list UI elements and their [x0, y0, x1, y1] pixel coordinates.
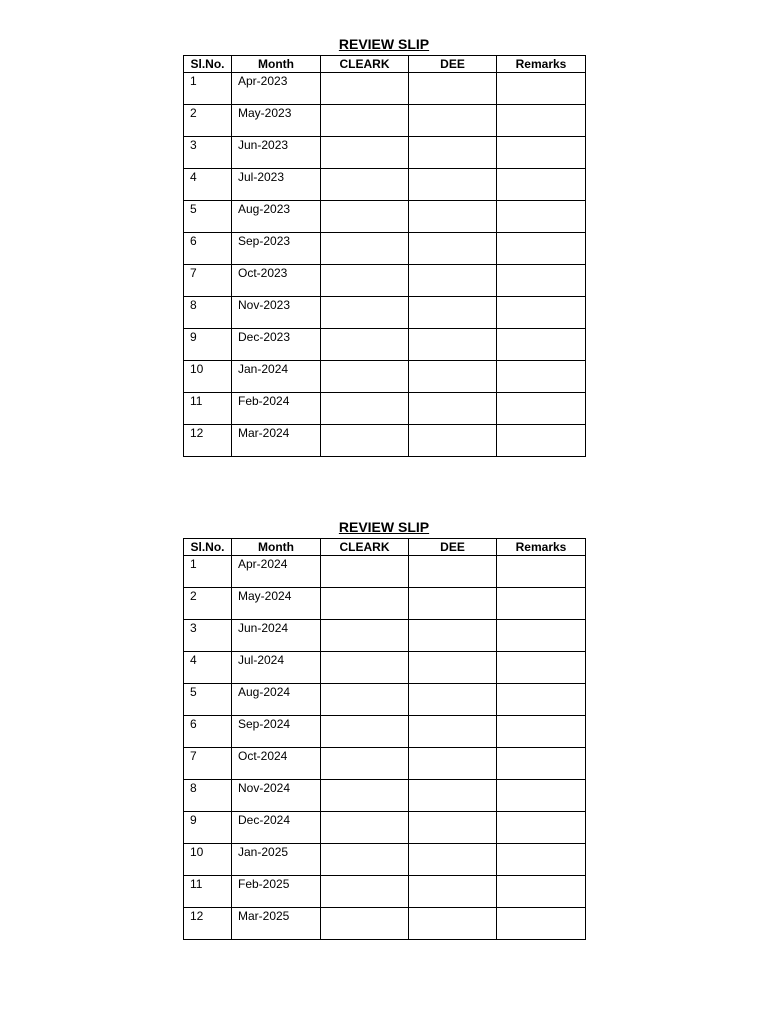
header-dee: DEE [409, 539, 497, 556]
table-row [184, 748, 586, 780]
cell-remarks [497, 748, 586, 780]
cell-clerk [321, 393, 409, 425]
cell-sl-no: 11 [184, 876, 232, 908]
cell-dee [409, 137, 497, 169]
cell-sl-no: 8 [184, 297, 232, 329]
review-slip [183, 517, 585, 940]
table-row [184, 684, 586, 716]
cell-remarks [497, 393, 586, 425]
cell-sl-no: 1 [184, 73, 232, 105]
cell-month: Dec-2023 [232, 329, 321, 361]
review-slip [183, 34, 585, 457]
cell-clerk [321, 716, 409, 748]
header-sl-no: Sl.No. [184, 56, 232, 73]
cell-month: Jul-2024 [232, 652, 321, 684]
cell-month: Jun-2024 [232, 620, 321, 652]
cell-month: Apr-2024 [232, 556, 321, 588]
cell-remarks [497, 876, 586, 908]
cell-month: May-2024 [232, 588, 321, 620]
cell-clerk [321, 201, 409, 233]
cell-dee [409, 588, 497, 620]
table-row [184, 137, 586, 169]
header-sl-no: Sl.No. [184, 539, 232, 556]
cell-sl-no: 5 [184, 684, 232, 716]
cell-month: Dec-2024 [232, 812, 321, 844]
cell-remarks [497, 297, 586, 329]
cell-dee [409, 105, 497, 137]
cell-sl-no: 7 [184, 265, 232, 297]
cell-remarks [497, 265, 586, 297]
cell-dee [409, 908, 497, 940]
cell-clerk [321, 684, 409, 716]
cell-dee [409, 780, 497, 812]
cell-month: Jan-2024 [232, 361, 321, 393]
cell-sl-no: 4 [184, 169, 232, 201]
cell-sl-no: 11 [184, 393, 232, 425]
table-body [184, 73, 586, 457]
cell-dee [409, 329, 497, 361]
header-dee: DEE [409, 56, 497, 73]
table-row [184, 73, 586, 105]
header-month: Month [232, 56, 321, 73]
cell-sl-no: 2 [184, 105, 232, 137]
cell-dee [409, 876, 497, 908]
cell-month: Oct-2023 [232, 265, 321, 297]
header-row [184, 539, 586, 556]
cell-sl-no: 3 [184, 137, 232, 169]
cell-remarks [497, 684, 586, 716]
cell-clerk [321, 876, 409, 908]
table-row [184, 425, 586, 457]
cell-clerk [321, 780, 409, 812]
cell-remarks [497, 105, 586, 137]
cell-clerk [321, 233, 409, 265]
table-row [184, 393, 586, 425]
table-row [184, 812, 586, 844]
cell-dee [409, 265, 497, 297]
cell-clerk [321, 265, 409, 297]
cell-dee [409, 361, 497, 393]
cell-dee [409, 393, 497, 425]
cell-month: Aug-2024 [232, 684, 321, 716]
cell-month: Feb-2024 [232, 393, 321, 425]
review-table [183, 55, 586, 457]
cell-remarks [497, 652, 586, 684]
cell-sl-no: 10 [184, 844, 232, 876]
cell-dee [409, 233, 497, 265]
cell-clerk [321, 361, 409, 393]
cell-remarks [497, 780, 586, 812]
cell-sl-no: 4 [184, 652, 232, 684]
table-row [184, 105, 586, 137]
table-row [184, 908, 586, 940]
table-row [184, 556, 586, 588]
table-row [184, 201, 586, 233]
cell-sl-no: 5 [184, 201, 232, 233]
cell-month: Apr-2023 [232, 73, 321, 105]
cell-clerk [321, 908, 409, 940]
cell-month: Nov-2023 [232, 297, 321, 329]
table-row [184, 716, 586, 748]
cell-remarks [497, 425, 586, 457]
cell-clerk [321, 105, 409, 137]
cell-month: Aug-2023 [232, 201, 321, 233]
cell-month: Sep-2024 [232, 716, 321, 748]
cell-dee [409, 620, 497, 652]
cell-remarks [497, 844, 586, 876]
cell-clerk [321, 812, 409, 844]
cell-month: Jan-2025 [232, 844, 321, 876]
cell-sl-no: 3 [184, 620, 232, 652]
cell-sl-no: 6 [184, 716, 232, 748]
cell-dee [409, 169, 497, 201]
cell-dee [409, 716, 497, 748]
cell-dee [409, 425, 497, 457]
cell-remarks [497, 361, 586, 393]
slip-title: REVIEW SLIP [338, 519, 430, 535]
cell-month: Mar-2024 [232, 425, 321, 457]
cell-sl-no: 10 [184, 361, 232, 393]
cell-sl-no: 6 [184, 233, 232, 265]
cell-dee [409, 812, 497, 844]
cell-clerk [321, 297, 409, 329]
cell-month: Nov-2024 [232, 780, 321, 812]
header-remarks: Remarks [497, 56, 586, 73]
cell-clerk [321, 620, 409, 652]
cell-dee [409, 844, 497, 876]
table-row [184, 297, 586, 329]
cell-dee [409, 73, 497, 105]
cell-clerk [321, 329, 409, 361]
table-row [184, 169, 586, 201]
cell-month: Mar-2025 [232, 908, 321, 940]
cell-clerk [321, 169, 409, 201]
cell-sl-no: 12 [184, 908, 232, 940]
cell-remarks [497, 620, 586, 652]
header-remarks: Remarks [497, 539, 586, 556]
cell-remarks [497, 233, 586, 265]
cell-sl-no: 1 [184, 556, 232, 588]
cell-dee [409, 297, 497, 329]
cell-month: Oct-2024 [232, 748, 321, 780]
cell-remarks [497, 169, 586, 201]
cell-sl-no: 8 [184, 780, 232, 812]
table-row [184, 361, 586, 393]
table-body [184, 556, 586, 940]
cell-remarks [497, 137, 586, 169]
cell-remarks [497, 716, 586, 748]
cell-remarks [497, 556, 586, 588]
table-row [184, 876, 586, 908]
cell-remarks [497, 588, 586, 620]
table-row [184, 233, 586, 265]
cell-clerk [321, 844, 409, 876]
cell-remarks [497, 908, 586, 940]
cell-month: Feb-2025 [232, 876, 321, 908]
header-month: Month [232, 539, 321, 556]
cell-dee [409, 652, 497, 684]
cell-sl-no: 9 [184, 329, 232, 361]
cell-month: Sep-2023 [232, 233, 321, 265]
table-row [184, 329, 586, 361]
cell-sl-no: 2 [184, 588, 232, 620]
cell-remarks [497, 329, 586, 361]
cell-sl-no: 9 [184, 812, 232, 844]
cell-sl-no: 7 [184, 748, 232, 780]
header-clerk: CLEARK [321, 539, 409, 556]
cell-clerk [321, 556, 409, 588]
table-row [184, 844, 586, 876]
table-row [184, 652, 586, 684]
cell-month: May-2023 [232, 105, 321, 137]
cell-sl-no: 12 [184, 425, 232, 457]
cell-clerk [321, 748, 409, 780]
cell-dee [409, 556, 497, 588]
cell-clerk [321, 73, 409, 105]
cell-dee [409, 201, 497, 233]
cell-remarks [497, 812, 586, 844]
header-clerk: CLEARK [321, 56, 409, 73]
cell-month: Jul-2023 [232, 169, 321, 201]
table-row [184, 265, 586, 297]
cell-remarks [497, 201, 586, 233]
cell-clerk [321, 137, 409, 169]
table-row [184, 588, 586, 620]
cell-clerk [321, 425, 409, 457]
table-row [184, 780, 586, 812]
cell-dee [409, 684, 497, 716]
review-table [183, 538, 586, 940]
cell-clerk [321, 588, 409, 620]
header-row [184, 56, 586, 73]
table-row [184, 620, 586, 652]
cell-month: Jun-2023 [232, 137, 321, 169]
slip-title: REVIEW SLIP [338, 36, 430, 52]
cell-dee [409, 748, 497, 780]
cell-clerk [321, 652, 409, 684]
cell-remarks [497, 73, 586, 105]
